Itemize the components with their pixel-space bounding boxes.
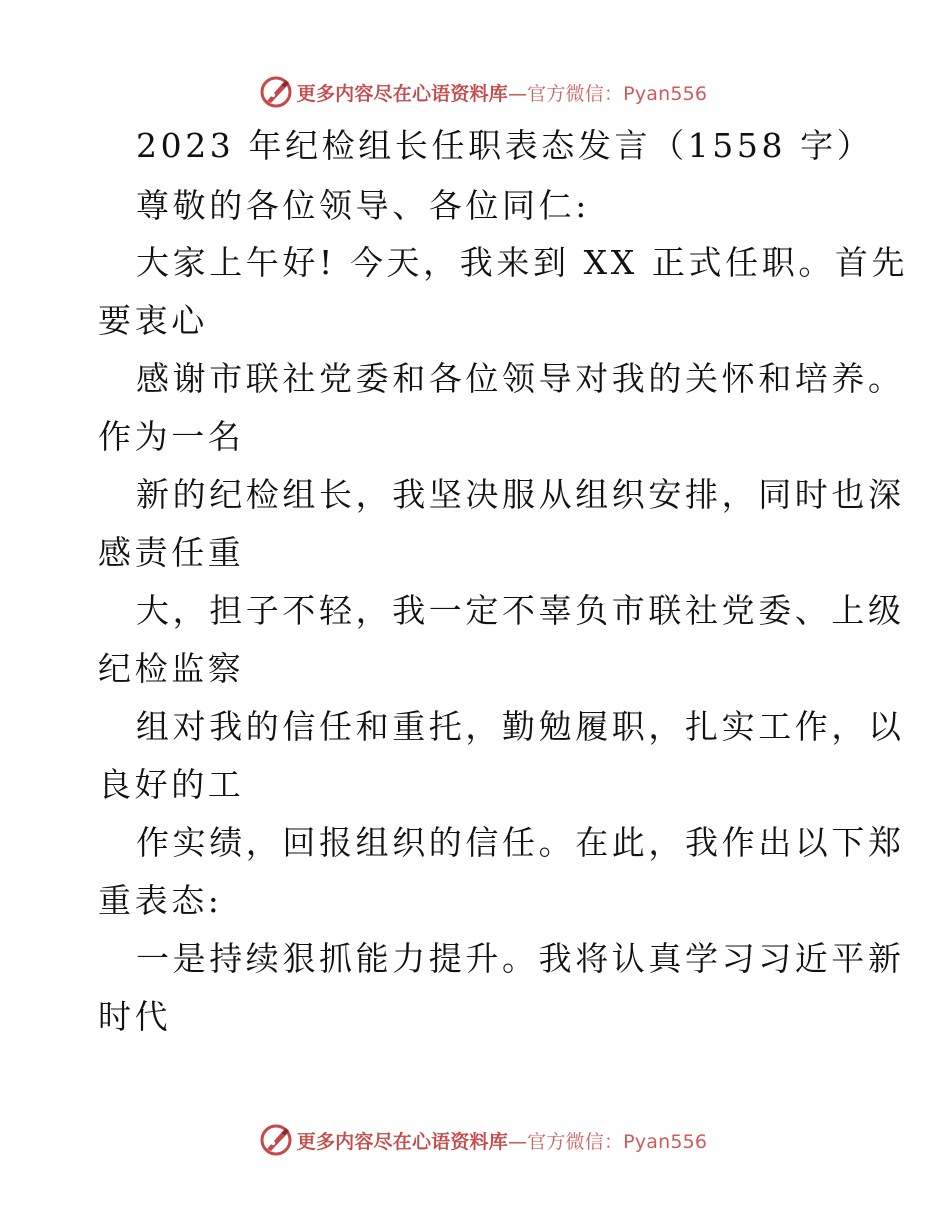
watermark-wechat-id: Pyan556 (623, 82, 708, 105)
pen-logo-icon (259, 1123, 293, 1157)
paragraph-line: 感责任重 (98, 533, 245, 572)
paragraph-line: 作实绩，回报组织的信任。在此，我作出以下郑 (136, 823, 905, 862)
paragraph-line: 良好的工 (98, 765, 245, 804)
paragraph-line: 纪检监察 (98, 649, 245, 688)
header-watermark (0, 72, 950, 112)
watermark-group (259, 1123, 707, 1157)
paragraph-line: 作为一名 (98, 417, 245, 456)
paragraph-line: 要衷心 (98, 301, 208, 340)
watermark-dash: — (507, 82, 528, 105)
paragraph-line: 大家上午好! 今天，我来到 XX 正式任职。首先 (136, 243, 909, 282)
paragraph-line: 感谢市联社党委和各位领导对我的关怀和培养。 (136, 359, 905, 398)
salutation: 尊敬的各位领导、各位同仁: (136, 186, 590, 225)
paragraph-line: 新的纪检组长，我坚决服从组织安排，同时也深 (136, 475, 905, 514)
paragraph-line: 组对我的信任和重托，勤勉履职，扎实工作，以 (136, 707, 905, 746)
watermark-dash: — (507, 1130, 528, 1153)
paragraph-line: 大，担子不轻，我一定不辜负市联社党委、上级 (136, 591, 905, 630)
paragraph-line: 重表态: (98, 881, 223, 920)
watermark-wechat-id: Pyan556 (623, 1130, 708, 1153)
pen-logo-icon (259, 75, 293, 109)
watermark-group (259, 75, 707, 109)
watermark-wechat-label: 官方微信： (527, 82, 624, 105)
paragraph-line: 时代 (98, 997, 172, 1036)
document-title: 2023 年纪检组长任职表态发言（1558 字） (136, 126, 874, 165)
watermark-main: 更多内容尽在心语资料库 (296, 1130, 508, 1153)
watermark-text (297, 1127, 707, 1154)
paragraph-line: 一是持续狠抓能力提升。我将认真学习习近平新 (136, 939, 905, 978)
footer-watermark (0, 1120, 950, 1160)
watermark-wechat-label: 官方微信： (527, 1130, 624, 1153)
watermark-text (297, 79, 707, 106)
watermark-main: 更多内容尽在心语资料库 (296, 82, 508, 105)
